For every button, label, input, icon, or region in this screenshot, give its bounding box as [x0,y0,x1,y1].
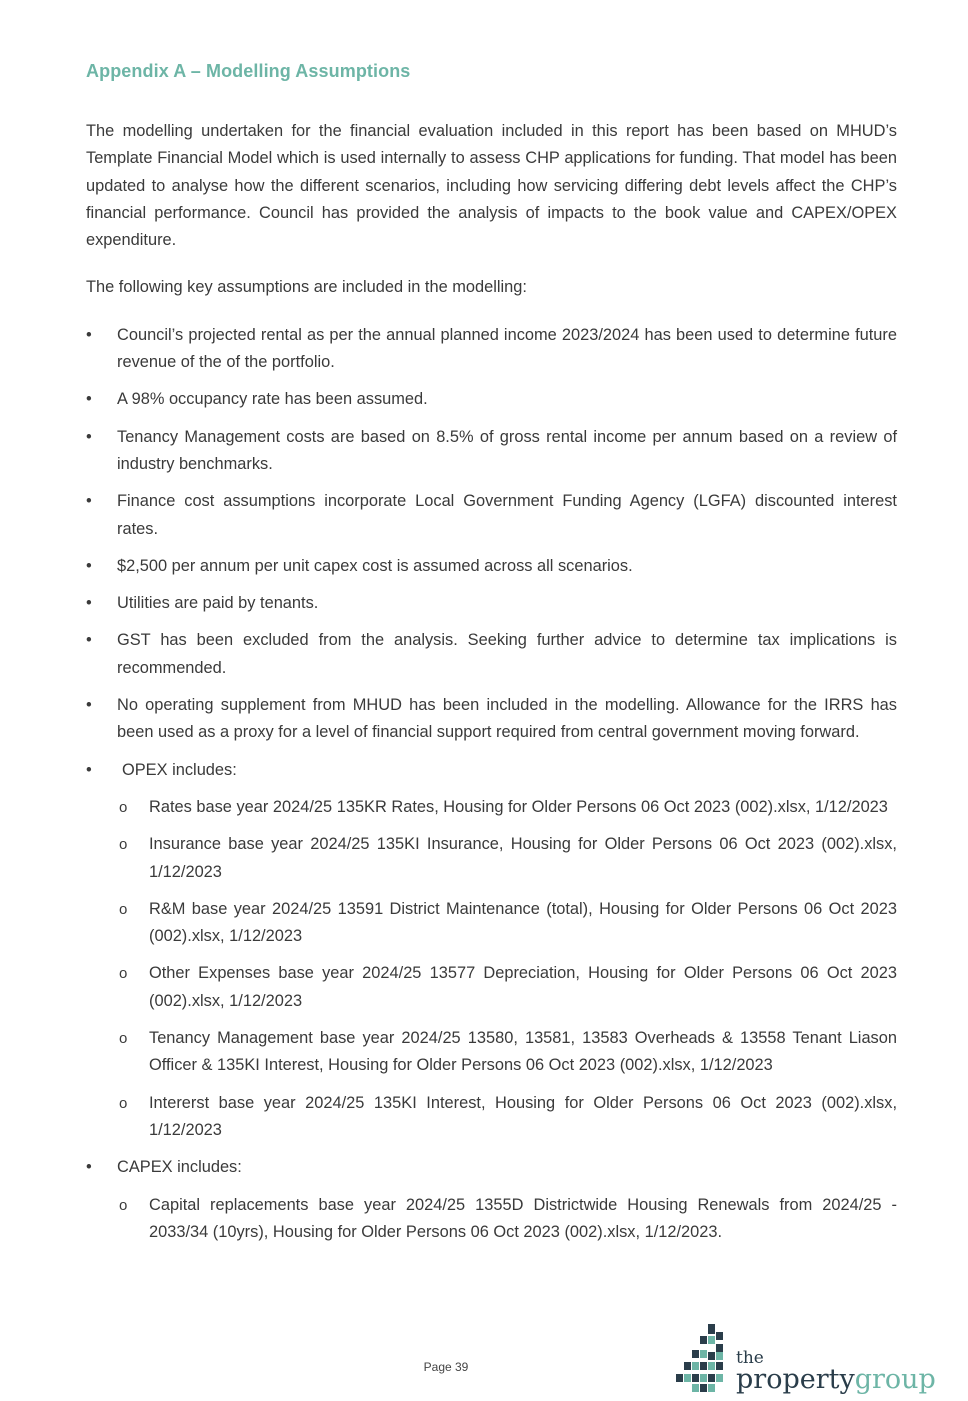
capex-label: CAPEX includes: [117,1158,242,1177]
sublist-item-text: R&M base year 2024/25 13591 District Maintenance (total), Housing for Older Persons 06 Oct 2023 (002).xlsx, 1/12/2023 [149,899,897,946]
list-item [86,386,897,413]
logo-the-text: the [736,1348,764,1368]
checkered-building-icon [672,1322,732,1396]
logo-wordmark [736,1364,936,1396]
sublist-item-text: Capital replacements base year 2024/25 1355D Districtwide Housing Renewals from 2024/25 - 2033/34 (10yrs), Housing for Older Persons 06 Oct 2023 (002).xlsx, 1/12/2023. [149,1195,897,1241]
assumptions-list [86,322,897,1246]
sublist-item-text: Tenancy Management base year 2024/25 13580, 13581, 13583 Overheads & 13558 Tenant Liason Officer & 135KI Interest, Housing for Older Persons 06 Oct 2023 (002).xlsx, 1/12/2023 [149,1029,897,1075]
list-item-text: Finance cost assumptions incorporate Local Government Funding Agency (LGFA) discounted interest rates. [117,492,897,538]
sublist-item [117,1192,897,1247]
list-item [86,553,897,580]
sublist-item [117,896,897,951]
sublist-item [117,831,897,886]
property-group-logo [672,1322,952,1400]
list-item-text: GST has been excluded from the analysis. Seeking further advice to determine tax implications is recommended. [117,631,897,677]
sublist-item [117,960,897,1015]
list-item [86,590,897,617]
sublist-item [117,794,897,821]
appendix-heading: Appendix A – Modelling Assumptions [86,61,411,81]
list-item [86,322,897,377]
sublist-item [117,1090,897,1145]
sublist-item-text: Intererst base year 2024/25 135KI Interest, Housing for Older Persons 06 Oct 2023 (002).xlsx, 1/12/2023 [149,1093,897,1139]
intro-paragraph: The modelling undertaken for the financial evaluation included in this report has been based on MHUD’s Template Financial Model which is used internally to assess CHP applications for funding. That model has been updated to analyse how the different scenarios, including how servicing differing debt levels affect the CHP’s financial performance. Council has provided the analysis of impacts to the book value and CAPEX/OPEX expenditure. [86,122,897,250]
logo-word-group: group [854,1364,936,1395]
capex-sublist [117,1192,897,1247]
list-item-text: A 98% occupancy rate has been assumed. [117,390,428,409]
assumptions-lead-in: The following key assumptions are included in the modelling: [86,278,527,297]
list-item-text: Utilities are paid by tenants. [117,594,319,613]
opex-label: OPEX includes: [122,760,237,779]
list-item [86,488,897,543]
opex-sublist [117,794,897,1144]
list-item-text: $2,500 per annum per unit capex cost is assumed across all scenarios. [117,556,633,575]
list-item-text: Council’s projected rental as per the annual planned income 2023/2024 has been used to determine future revenue of the of the portfolio. [117,325,897,372]
page-number: Page 39 [423,1360,469,1374]
list-item [86,692,897,747]
list-item-text: Tenancy Management costs are based on 8.5% of gross rental income per annum based on a review of industry benchmarks. [117,427,897,473]
logo-word-property: property [736,1364,855,1395]
list-item-text: No operating supplement from MHUD has been included in the modelling. Allowance for the IRRS has been used as a proxy for a level of financial support required from central government moving forward. [117,696,897,742]
capex-list-item [86,1154,897,1246]
sublist-item [117,1025,897,1080]
opex-list-item [86,757,897,1145]
sublist-item-text: Insurance base year 2024/25 135KI Insurance, Housing for Older Persons 06 Oct 2023 (002).xlsx, 1/12/2023 [149,835,897,881]
sublist-item-text: Rates base year 2024/25 135KR Rates, Housing for Older Persons 06 Oct 2023 (002).xlsx, 1/12/2023 [149,797,888,816]
list-item [86,424,897,479]
document-body [86,118,897,1256]
sublist-item-text: Other Expenses base year 2024/25 13577 Depreciation, Housing for Older Persons 06 Oct 2023 (002).xlsx, 1/12/2023 [149,964,897,1010]
list-item [86,627,897,682]
